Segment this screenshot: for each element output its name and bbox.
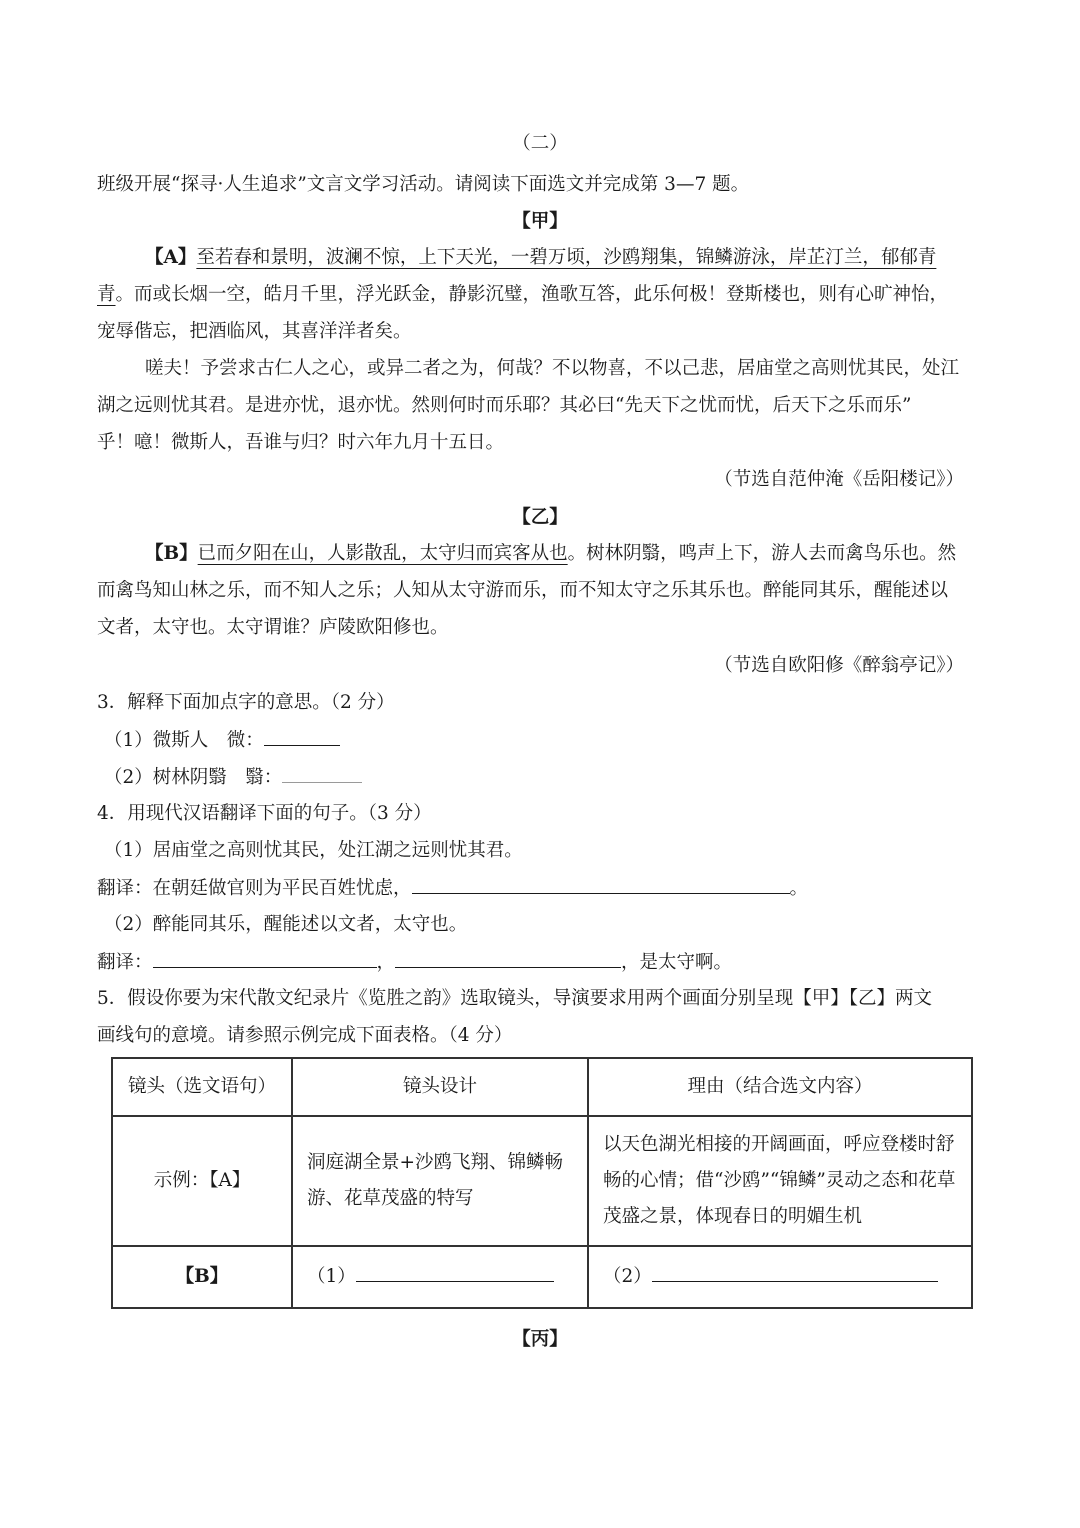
marker-a: 【A】: [145, 247, 197, 268]
q4-item2-answer-mid: ，: [376, 952, 396, 973]
table-row-b: [112, 1246, 972, 1308]
passage-jia-p1-line3: 宠辱偕忘，把酒临风，其喜洋洋者矣。: [97, 321, 412, 342]
q4-item2: （2）醉能同其乐，醒能述以文者，太守也。: [104, 914, 468, 935]
passage-jia-p1-line2-text: 。而或长烟一空，皓月千里，浮光跃金，静影沉璧，渔歌互答，此乐何极！登斯楼也，则有心旷神怡，: [115, 284, 949, 305]
q3-item2-text: （2）树林阴翳 翳：: [104, 767, 283, 788]
q5-stem-line1: 5．假设你要为宋代散文纪录片《览胜之韵》选取镜头，导演要求用两个画面分别呈现【甲】【乙】两文: [97, 988, 933, 1009]
passage-jia-p1-line2: [97, 282, 948, 308]
section-heading: （二）: [512, 133, 568, 154]
q3-item1: [104, 727, 340, 754]
passage-jia-source: （节选自范仲淹《岳阳楼记》）: [714, 469, 964, 490]
q4-item1-answer-prefix: 翻译：在朝廷做官则为平民百姓忧虑，: [97, 878, 412, 899]
q3-item2: [104, 764, 362, 791]
q4-item1: （1）居庙堂之高则忧其民，处江湖之远则忧其君。: [104, 840, 523, 861]
header-reason: 理由（结合选文内容）: [588, 1058, 972, 1116]
passage-yi-p1-line1-rest: 。树林阴翳，鸣声上下，游人去而禽鸟乐也。然: [567, 543, 957, 564]
row-b-design-prefix: （1）: [307, 1266, 356, 1287]
shot-table: [111, 1057, 973, 1309]
passage-yi-source: （节选自欧阳修《醉翁亭记》）: [714, 655, 964, 676]
q4-stem: 4．用现代汉语翻译下面的句子。（3 分）: [97, 803, 432, 824]
q3-item2-answer-blank[interactable]: [282, 764, 362, 783]
q4-item1-answer-suffix: 。: [789, 878, 809, 899]
header-design: 镜头设计: [292, 1058, 588, 1116]
example-label: 示例：【A】: [112, 1116, 292, 1246]
passage-jia-label: 【甲】: [512, 211, 568, 232]
q4-item2-answer-blank-1[interactable]: [153, 949, 377, 968]
row-b-design-blank[interactable]: [356, 1263, 554, 1282]
q4-item1-answer-blank[interactable]: [412, 875, 790, 894]
table-row-example: [112, 1116, 972, 1246]
header-shot: 镜头（选文语句）: [112, 1058, 292, 1116]
row-b-label: 【B】: [112, 1246, 292, 1308]
passage-yi-p1-line1: [145, 541, 956, 567]
passage-yi-p1-line2: 而禽鸟知山林之乐，而不知人之乐；人知从太守游而乐，而不知太守之乐其乐也。醉能同其乐，醒能述以: [97, 580, 949, 601]
underlined-sentence-a: 至若春和景明，波澜不惊，上下天光，一碧万顷，沙鸥翔集，锦鳞游泳，岸芷汀兰，郁郁青: [196, 247, 937, 268]
row-b-reason-prefix: （2）: [603, 1266, 652, 1287]
underlined-sentence-b: 已而夕阳在山，人影散乱，太守归而宾客从也: [197, 543, 568, 564]
marker-b: 【B】: [145, 543, 198, 564]
q4-item1-answer: [97, 875, 808, 902]
passage-jia-p2-line3: 乎！噫！微斯人，吾谁与归？时六年九月十五日。: [97, 432, 505, 453]
q3-item1-text: （1）微斯人 微：: [104, 730, 264, 751]
passage-bing-label: 【丙】: [512, 1329, 568, 1350]
row-b-design-cell: [292, 1246, 588, 1308]
q5-stem-line2: 画线句的意境。请参照示例完成下面表格。（4 分）: [97, 1025, 513, 1046]
example-reason: 以天色湖光相接的开阔画面，呼应登楼时舒畅的心情；借“沙鸥”“锦鳞”灵动之态和花草茂盛之景，体现春日的明媚生机: [588, 1116, 972, 1246]
q4-item2-answer-blank-2[interactable]: [395, 949, 621, 968]
table-header-row: [112, 1058, 972, 1116]
passage-jia-p2-line1: 嗟夫！予尝求古仁人之心，或异二者之为，何哉？不以物喜，不以己悲，居庙堂之高则忧其民，处江: [145, 358, 960, 379]
underlined-sentence-a-end: 青: [97, 284, 116, 305]
passage-jia-p2-line2: 湖之远则忧其君。是进亦忧，退亦忧。然则何时而乐耶？其必曰“先天下之忧而忧，后天下之乐而乐”: [97, 395, 912, 416]
q3-stem: 3．解释下面加点字的意思。（2 分）: [97, 692, 395, 713]
passage-yi-label: 【乙】: [512, 507, 568, 528]
passage-jia-p1-line1: [145, 245, 936, 271]
q4-item2-answer-suffix: ，是太守啊。: [621, 952, 733, 973]
example-design: 洞庭湖全景+沙鸥飞翔、锦鳞畅游、花草茂盛的特写: [292, 1116, 588, 1246]
q4-item2-answer: [97, 949, 732, 976]
row-b-reason-cell: [588, 1246, 972, 1308]
q4-item2-answer-prefix: 翻译：: [97, 952, 153, 973]
passage-yi-p1-line3: 文者，太守也。太守谓谁？庐陵欧阳修也。: [97, 617, 449, 638]
q3-item1-answer-blank[interactable]: [264, 727, 340, 746]
section-intro: 班级开展“探寻·人生追求”文言文学习活动。请阅读下面选文并完成第 3—7 题。: [97, 174, 750, 195]
row-b-reason-blank[interactable]: [652, 1263, 938, 1282]
